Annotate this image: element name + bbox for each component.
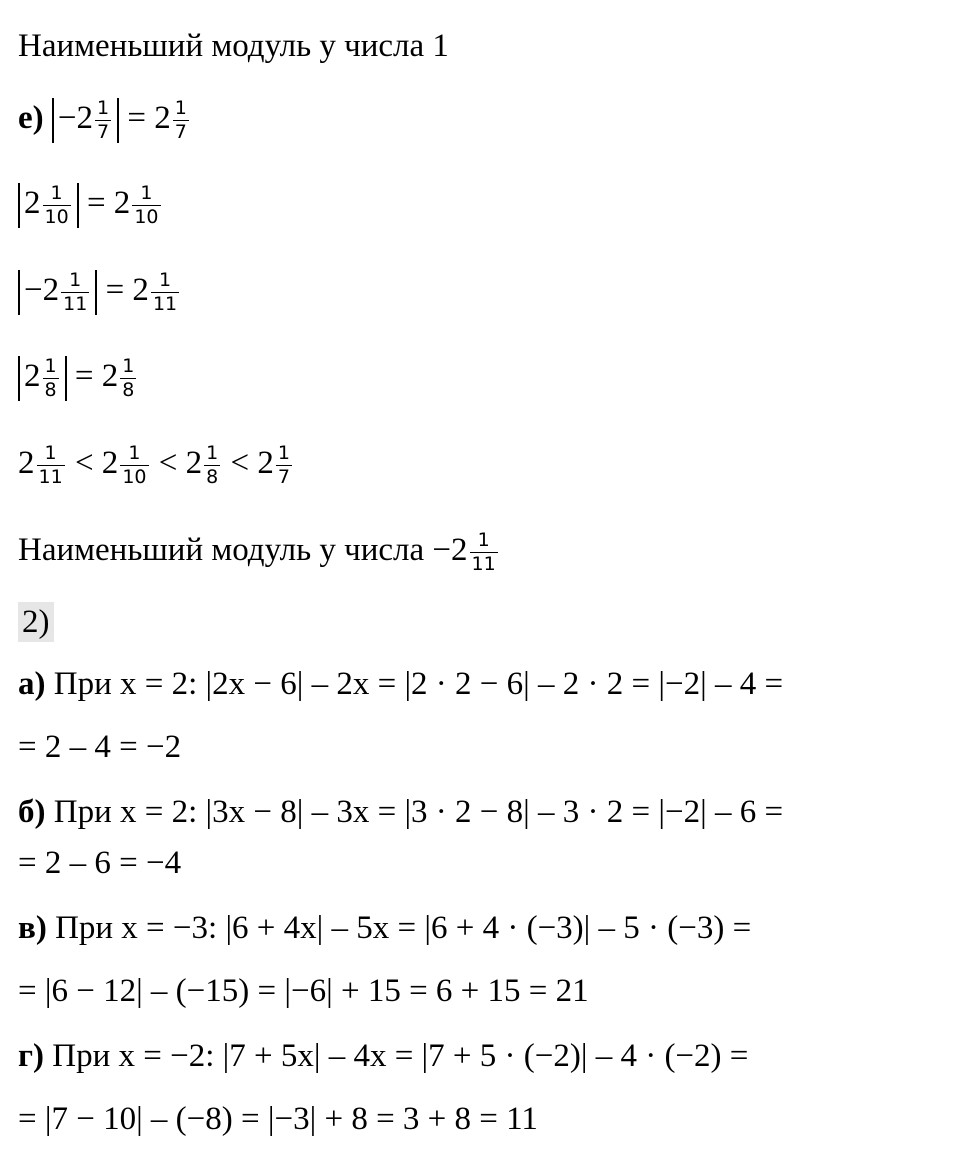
item-label-a: а) [18, 666, 46, 702]
fraction: $\frac{1}{11}$ [63, 269, 88, 315]
item-label-v: в) [18, 910, 47, 946]
item-g-line-1: г) При x = −2: |7 + 5x| – 4x = |7 + 5 · (−2)| – 4 · (−2) = [18, 1038, 749, 1074]
item-e-line-1: е) −2 $\frac{1}{7}$ = 2 $\frac{1}{7}$ [18, 97, 187, 143]
abs-bracket: 2 $\frac{1}{8}$ [18, 356, 67, 401]
item-a-line-2: = 2 – 4 = −2 [18, 729, 182, 765]
item-b-line-2: = 2 – 6 = −4 [18, 845, 182, 881]
text-line-conclusion: Наименьший модуль у числа −2 $\frac{1}{11}$ [18, 529, 496, 575]
item-a-line-1: а) При x = 2: |2x − 6| – 2x = |2 · 2 − 6| – 2 · 2 = |−2| – 4 = [18, 666, 784, 702]
item-v-line-2: = |6 − 12| – (−15) = |−6| + 15 = 6 + 15 = 21 [18, 973, 589, 1009]
item-b-line-1: б) При x = 2: |3x − 8| – 3x = |3 · 2 − 8| – 3 · 2 = |−2| – 6 = [18, 794, 784, 830]
fraction: $\frac{1}{7}$ [97, 97, 110, 143]
item-label-g: г) [18, 1038, 44, 1074]
fraction: $\frac{1}{7}$ [277, 442, 290, 488]
fraction: $\frac{1}{11}$ [152, 269, 178, 315]
text-line-1: Наименьший модуль у числа 1 [18, 28, 449, 64]
part-2-heading: 2) [18, 602, 54, 642]
fraction: $\frac{1}{11}$ [38, 442, 63, 488]
item-g-line-2: = |7 − 10| – (−8) = |−3| + 8 = 3 + 8 = 11 [18, 1101, 538, 1137]
fraction: $\frac{1}{10}$ [122, 442, 147, 488]
item-label-e: е) [18, 100, 44, 137]
fraction: $\frac{1}{7}$ [174, 97, 187, 143]
item-e-line-4: 2 $\frac{1}{8}$ = 2 $\frac{1}{8}$ [18, 356, 138, 401]
item-e-line-2: 2 $\frac{1}{10}$ = 2 $\frac{1}{10}$ [18, 183, 163, 228]
abs-bracket: 2 $\frac{1}{10}$ [18, 183, 79, 228]
fraction: $\frac{1}{8}$ [122, 355, 135, 401]
item-label-b: б) [18, 794, 46, 830]
fraction: $\frac{1}{10}$ [134, 182, 159, 228]
item-e-line-3: −2 $\frac{1}{11}$ = 2 $\frac{1}{11}$ [18, 270, 181, 315]
item-v-line-1: в) При x = −3: |6 + 4x| – 5x = |6 + 4 · (−3)| – 5 · (−3) = [18, 910, 752, 946]
fraction: $\frac{1}{8}$ [44, 355, 57, 401]
fraction: $\frac{1}{11}$ [471, 529, 496, 575]
comparison-line: 2 $\frac{1}{11}$ < 2 $\frac{1}{10}$ < 2 $\frac{1}{8}$ < 2 $\frac{1}{7}$ [18, 442, 290, 488]
abs-bracket: −2 $\frac{1}{7}$ [52, 98, 119, 143]
fraction: $\frac{1}{8}$ [206, 442, 219, 488]
abs-bracket: −2 $\frac{1}{11}$ [18, 270, 97, 315]
fraction: $\frac{1}{10}$ [44, 182, 69, 228]
